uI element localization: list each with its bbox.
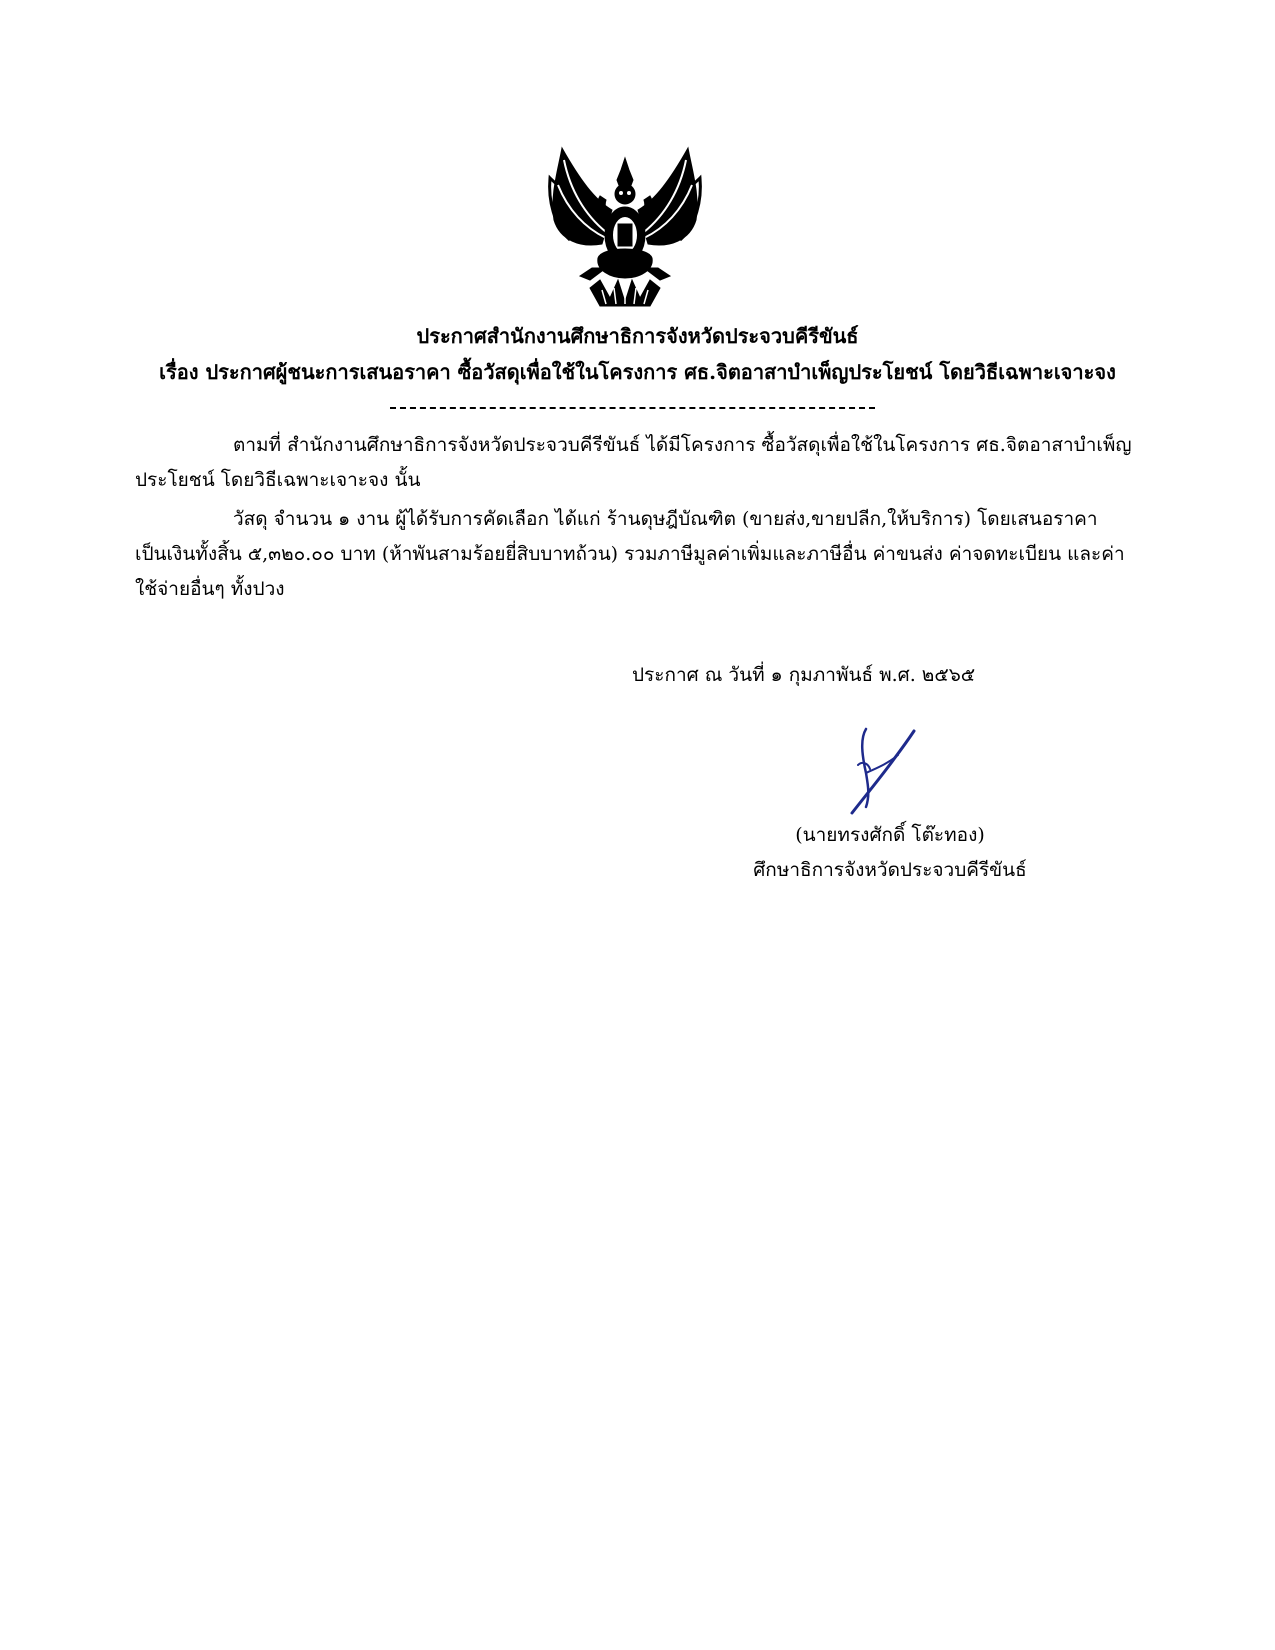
- signatory-name: (นายทรงศักดิ์ โต๊ะทอง): [795, 824, 985, 846]
- title-divider: [390, 407, 875, 409]
- paragraph-2-text: วัสดุ จำนวน ๑ งาน ผู้ได้รับการคัดเลือก ได้แก่ ร้านดุษฎีบัณฑิต (ขายส่ง,ขายปลีก,ให้บริการ) โดยเสนอราคา เป็นเงินทั้งสิ้น ๕,๓๒๐.๐๐ บาท (ห้าพันสามร้อยยี่สิบบาทถ้วน) รวมภาษีมูลค่าเพิ่มและภาษีอื่น ค่าขนส่ง ค่าจดทะเบียน และค่าใช้จ่ายอื่นๆ ทั้งปวง: [135, 508, 1125, 600]
- signature-image: [836, 725, 926, 820]
- garuda-emblem-icon: [540, 140, 710, 315]
- signatory-position: ศึกษาธิการจังหวัดประจวบคีรีขันธ์: [753, 859, 1027, 881]
- announcement-subject: เรื่อง ประกาศผู้ชนะการเสนอราคา ซื้อวัสดุเพื่อใช้ในโครงการ ศธ.จิตอาสาบำเพ็ญประโยชน์ โดยวิธีเฉพาะเจาะจง: [159, 360, 1116, 384]
- paragraph-2: [135, 502, 1135, 607]
- announcement-title: ประกาศสำนักงานศึกษาธิการจังหวัดประจวบคีรีขันธ์: [416, 324, 859, 348]
- paragraph-1-text: ตามที่ สำนักงานศึกษาธิการจังหวัดประจวบคีรีขันธ์ ได้มีโครงการ ซื้อวัสดุเพื่อใช้ในโครงการ ศธ.จิตอาสาบำเพ็ญประโยชน์ โดยวิธีเฉพาะเจาะจง นั้น: [135, 434, 1132, 491]
- announcement-date: ประกาศ ณ วันที่ ๑ กุมภาพันธ์ พ.ศ. ๒๕๖๕: [632, 664, 976, 686]
- paragraph-1: [135, 428, 1135, 498]
